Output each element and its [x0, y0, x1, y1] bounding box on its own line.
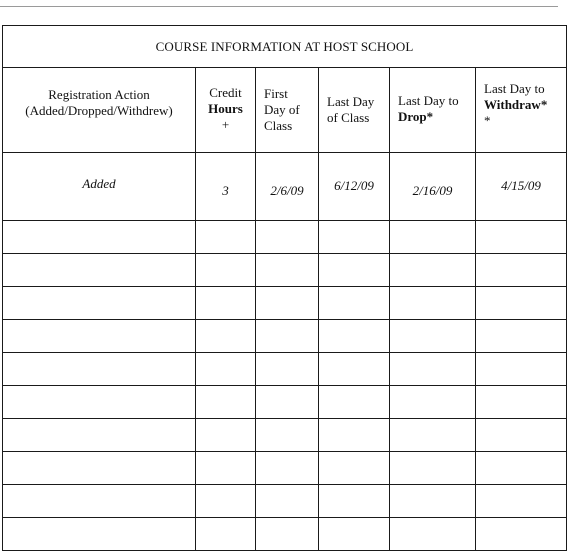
table-row-blank	[3, 254, 567, 287]
blank-cell[interactable]	[476, 353, 567, 386]
blank-cell[interactable]	[319, 518, 390, 551]
header-first-day	[256, 68, 319, 153]
blank-cell[interactable]	[3, 386, 196, 419]
header-last-day-line2: of Class	[327, 110, 370, 125]
blank-cell[interactable]	[256, 386, 319, 419]
blank-cell[interactable]	[196, 386, 256, 419]
blank-cell[interactable]	[390, 452, 476, 485]
header-last-withdraw-line1: Last Day to	[484, 81, 545, 96]
blank-cell[interactable]	[476, 452, 567, 485]
blank-cell[interactable]	[319, 386, 390, 419]
header-last-drop	[390, 68, 476, 153]
header-credit-hours-line3: +	[221, 117, 230, 132]
blank-cell[interactable]	[390, 518, 476, 551]
header-last-withdraw-line3: *	[484, 113, 491, 128]
header-registration-action-line2: (Added/Dropped/Withdrew)	[25, 103, 173, 118]
blank-cell[interactable]	[196, 221, 256, 254]
table-row	[3, 153, 567, 221]
header-registration-action	[3, 68, 196, 153]
blank-cell[interactable]	[3, 287, 196, 320]
blank-cell[interactable]	[196, 452, 256, 485]
blank-cell[interactable]	[319, 452, 390, 485]
course-information-table	[2, 25, 567, 551]
blank-cell[interactable]	[476, 287, 567, 320]
blank-cell[interactable]	[196, 254, 256, 287]
blank-cell[interactable]	[256, 485, 319, 518]
blank-cell[interactable]	[196, 320, 256, 353]
blank-cell[interactable]	[319, 419, 390, 452]
top-divider	[0, 6, 558, 7]
header-first-day-line3: Class	[264, 118, 293, 133]
blank-cell[interactable]	[390, 353, 476, 386]
table-header-row	[3, 68, 567, 153]
table-row-blank	[3, 320, 567, 353]
blank-cell[interactable]	[319, 221, 390, 254]
blank-cell[interactable]	[390, 221, 476, 254]
blank-cell[interactable]	[256, 518, 319, 551]
blank-cell[interactable]	[256, 221, 319, 254]
blank-cell[interactable]	[3, 221, 196, 254]
table-row-blank	[3, 485, 567, 518]
header-first-day-line1: First	[264, 86, 288, 101]
table-row-blank	[3, 287, 567, 320]
blank-cell[interactable]	[476, 518, 567, 551]
table-row-blank	[3, 518, 567, 551]
blank-cell[interactable]	[256, 320, 319, 353]
header-first-day-line2: Day of	[264, 102, 300, 117]
table-title-row	[3, 26, 567, 68]
header-last-withdraw	[476, 68, 567, 153]
blank-cell[interactable]	[3, 452, 196, 485]
blank-cell[interactable]	[3, 485, 196, 518]
cell-last-drop: 2/16/09	[390, 153, 476, 221]
blank-cell[interactable]	[319, 485, 390, 518]
cell-first-day: 2/6/09	[256, 153, 319, 221]
blank-cell[interactable]	[3, 320, 196, 353]
blank-cell[interactable]	[390, 287, 476, 320]
blank-cell[interactable]	[476, 386, 567, 419]
table-row-blank	[3, 419, 567, 452]
blank-cell[interactable]	[256, 353, 319, 386]
blank-cell[interactable]	[3, 254, 196, 287]
blank-cell[interactable]	[390, 254, 476, 287]
table-row-blank	[3, 452, 567, 485]
cell-last-withdraw: 4/15/09	[476, 153, 567, 221]
blank-cell[interactable]	[196, 287, 256, 320]
header-last-withdraw-line2: Withdraw*	[484, 97, 548, 112]
blank-cell[interactable]	[256, 419, 319, 452]
header-last-drop-line1: Last Day to	[398, 93, 459, 108]
blank-cell[interactable]	[256, 254, 319, 287]
header-last-drop-line2: Drop*	[398, 109, 434, 124]
header-last-day-line1: Last Day	[327, 94, 375, 109]
header-registration-action-line1: Registration Action	[48, 87, 150, 102]
blank-cell[interactable]	[390, 485, 476, 518]
blank-cell[interactable]	[390, 320, 476, 353]
blank-cell[interactable]	[476, 320, 567, 353]
cell-credit-hours: 3	[196, 153, 256, 221]
blank-cell[interactable]	[319, 287, 390, 320]
table-row-blank	[3, 386, 567, 419]
blank-cell[interactable]	[476, 419, 567, 452]
blank-cell[interactable]	[196, 518, 256, 551]
blank-cell[interactable]	[476, 221, 567, 254]
blank-cell[interactable]	[390, 386, 476, 419]
blank-cell[interactable]	[319, 254, 390, 287]
blank-cell[interactable]	[196, 485, 256, 518]
blank-cell[interactable]	[390, 419, 476, 452]
header-last-day	[319, 68, 390, 153]
blank-cell[interactable]	[476, 485, 567, 518]
blank-cell[interactable]	[476, 254, 567, 287]
blank-cell[interactable]	[196, 353, 256, 386]
blank-cell[interactable]	[319, 353, 390, 386]
blank-cell[interactable]	[3, 518, 196, 551]
cell-last-day: 6/12/09	[319, 153, 390, 221]
table-title: COURSE INFORMATION AT HOST SCHOOL	[3, 26, 567, 68]
header-credit-hours	[196, 68, 256, 153]
blank-cell[interactable]	[3, 419, 196, 452]
table-row-blank	[3, 353, 567, 386]
blank-cell[interactable]	[319, 320, 390, 353]
cell-action: Added	[3, 153, 196, 221]
blank-cell[interactable]	[3, 353, 196, 386]
header-credit-hours-line1: Credit	[209, 85, 242, 100]
blank-cell[interactable]	[256, 287, 319, 320]
blank-cell[interactable]	[256, 452, 319, 485]
header-credit-hours-line2: Hours	[208, 101, 243, 116]
table-row-blank	[3, 221, 567, 254]
blank-cell[interactable]	[196, 419, 256, 452]
